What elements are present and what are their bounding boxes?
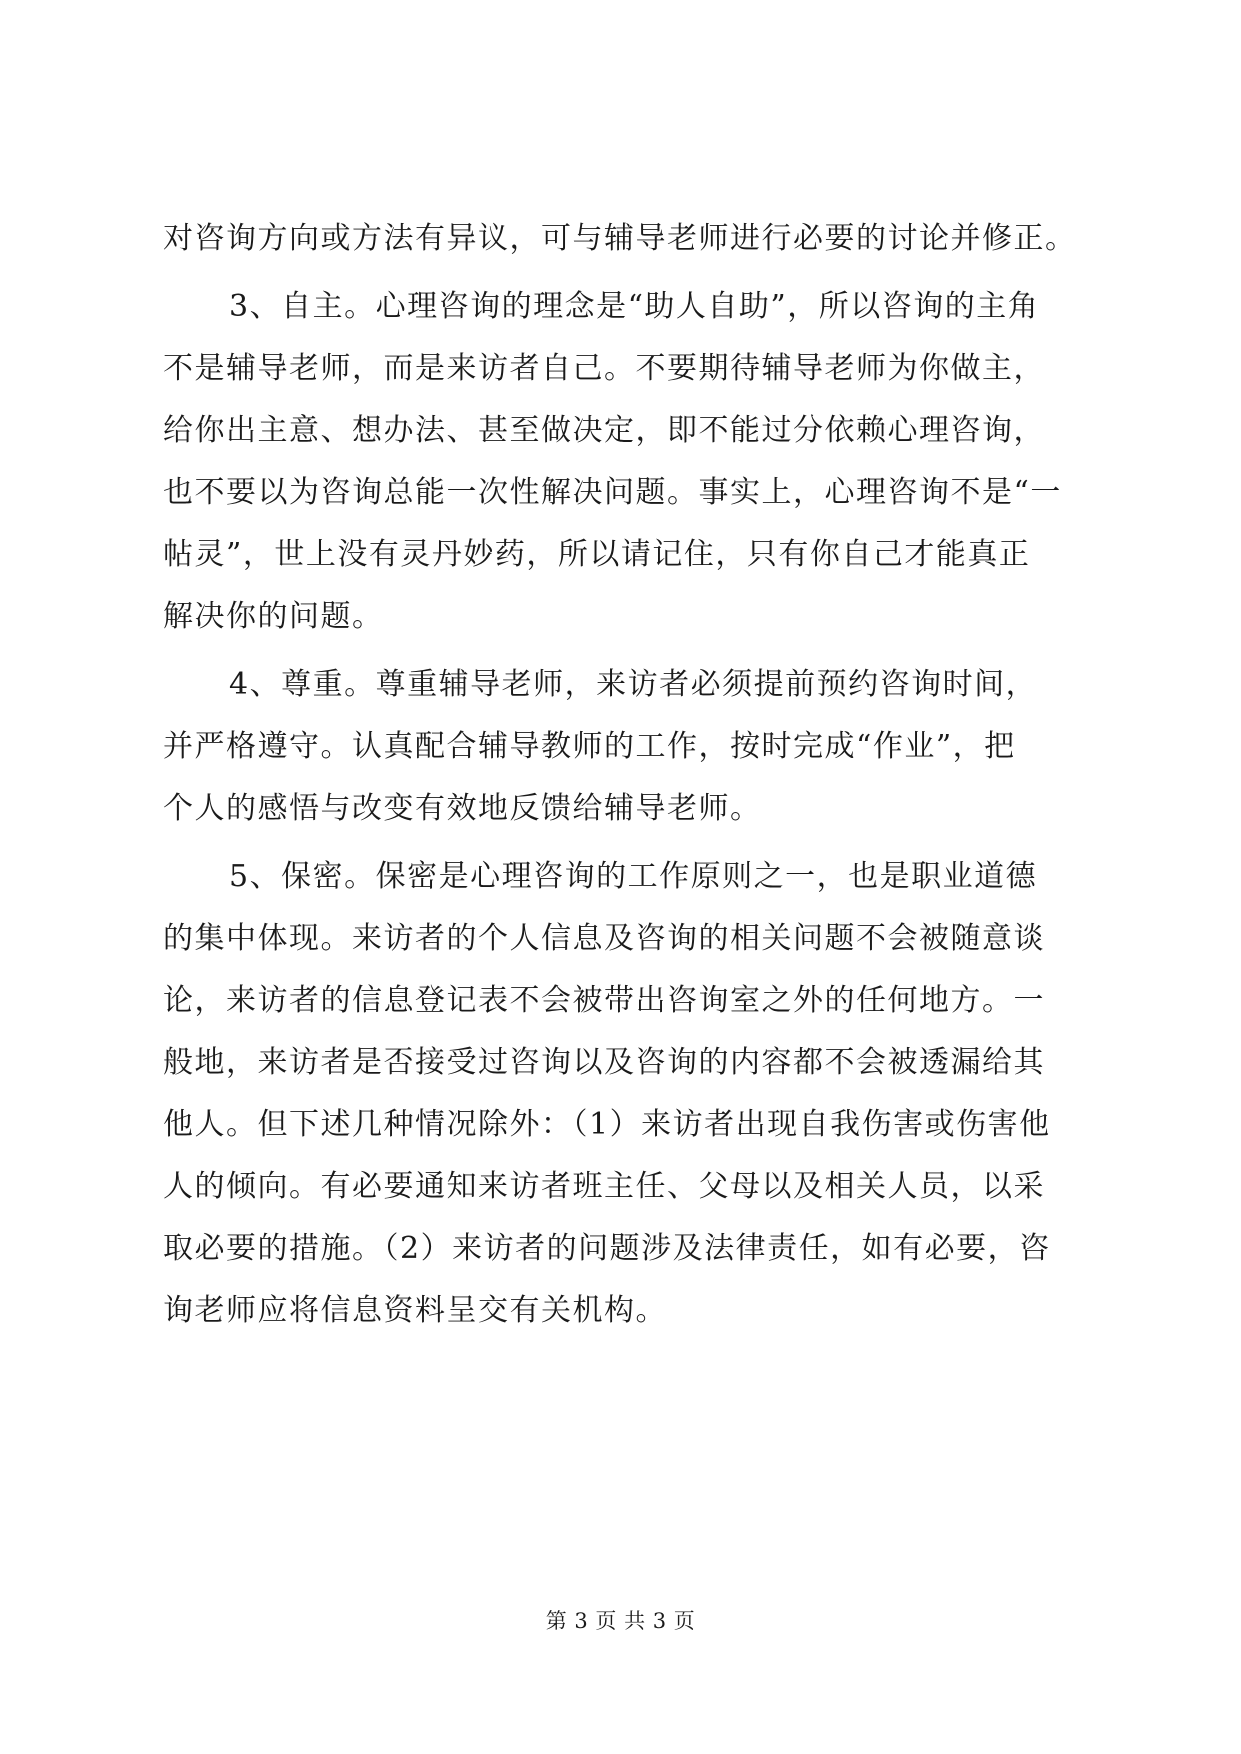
text-line: 询老师应将信息资料呈交有关机构。 <box>163 1293 667 1328</box>
text-line: 4、尊重。尊重辅导老师，来访者必须提前预约咨询时间， <box>229 667 1038 702</box>
paragraph-continuation <box>163 208 1098 270</box>
text-line: 论，来访者的信息登记表不会被带出咨询室之外的任何地方。一 <box>163 983 1045 1018</box>
text-line: 并严格遵守。认真配合辅导教师的工作，按时完成“作业”，把 <box>163 729 1016 764</box>
text-line: 5、保密。保密是心理咨询的工作原则之一，也是职业道德 <box>229 859 1038 894</box>
paragraph-confidentiality <box>163 846 1098 1342</box>
text-line: 3、自主。心理咨询的理念是“助人自助”，所以咨询的主角 <box>229 289 1040 324</box>
text-line: 的集中体现。来访者的个人信息及咨询的相关问题不会被随意谈 <box>163 921 1045 956</box>
text-line: 取必要的措施。（2）来访者的问题涉及法律责任，如有必要，咨 <box>163 1231 1051 1266</box>
text-line: 解决你的问题。 <box>163 599 384 634</box>
text-line: 给你出主意、想办法、甚至做决定，即不能过分依赖心理咨询， <box>163 413 1045 448</box>
page-footer: 第 3 页 共 3 页 <box>545 1609 696 1633</box>
text-line: 不是辅导老师，而是来访者自己。不要期待辅导老师为你做主， <box>163 351 1045 386</box>
document-body <box>163 208 1098 1342</box>
text-line: 般地，来访者是否接受过咨询以及咨询的内容都不会被透漏给其 <box>163 1045 1045 1080</box>
text-line: 他人。但下述几种情况除外：（1）来访者出现自我伤害或伤害他 <box>163 1107 1051 1142</box>
text-line: 帖灵”，世上没有灵丹妙药，所以请记住，只有你自己才能真正 <box>163 537 1031 572</box>
paragraph-respect <box>163 654 1098 840</box>
text-line: 个人的感悟与改变有效地反馈给辅导老师。 <box>163 791 762 826</box>
text-line: 对咨询方向或方法有异议，可与辅导老师进行必要的讨论并修正。 <box>163 221 1077 256</box>
text-line: 也不要以为咨询总能一次性解决问题。事实上，心理咨询不是“一 <box>163 475 1062 510</box>
text-line: 人的倾向。有必要通知来访者班主任、父母以及相关人员，以采 <box>163 1169 1045 1204</box>
paragraph-autonomy <box>163 276 1098 648</box>
